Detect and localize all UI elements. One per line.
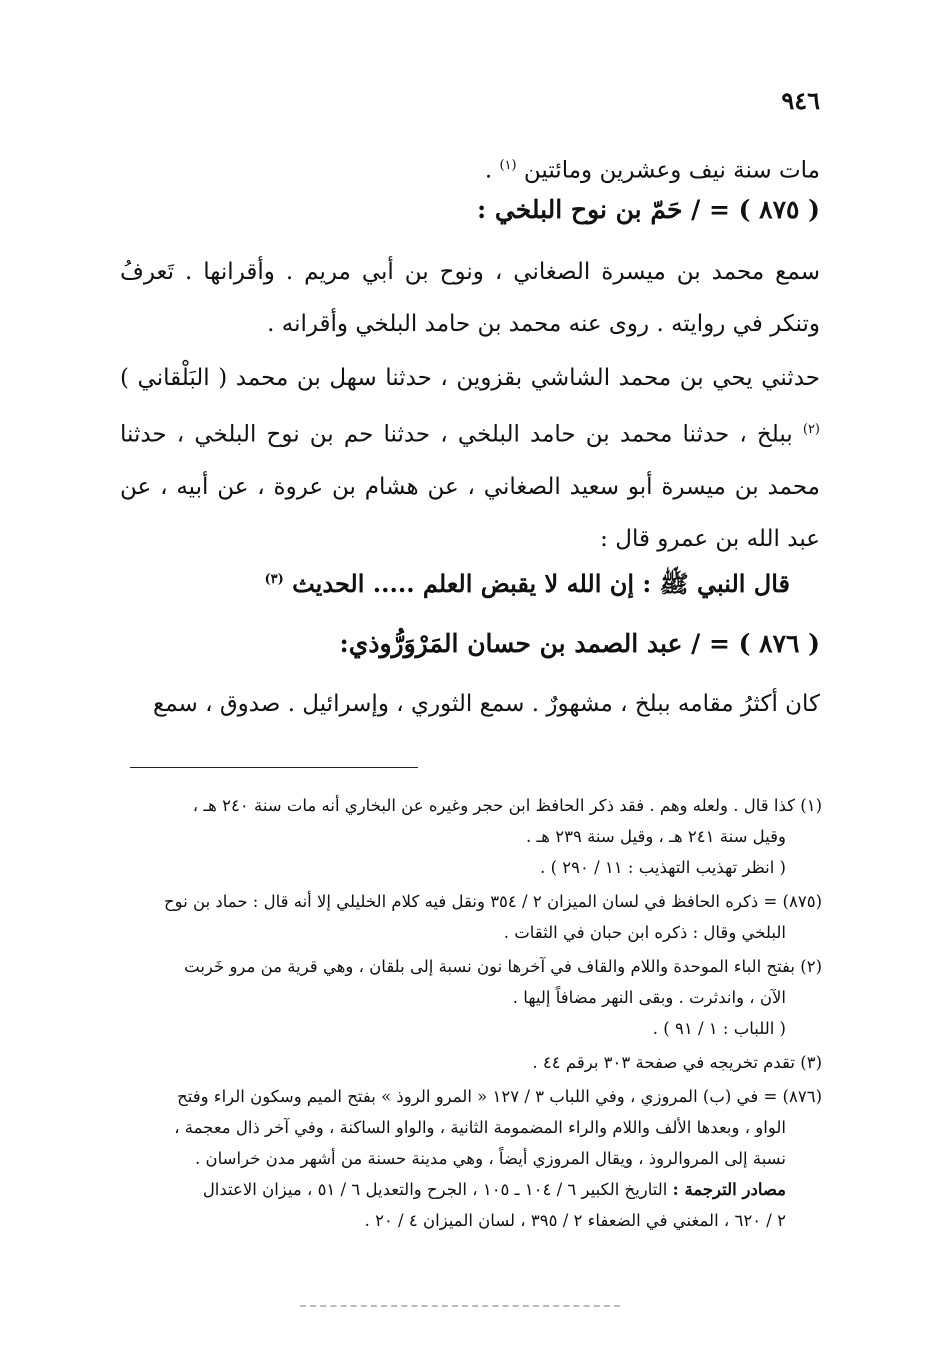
- footnote-line: الآن ، واندثرت . وبقى النهر مضافاً إليها .: [512, 988, 786, 1007]
- footnote-2: [117, 951, 822, 1044]
- sources-line: [117, 1174, 822, 1205]
- hadith-text: قال النبي ﷺ : إن الله لا يقبض العلم ..... الحديث: [292, 569, 790, 598]
- sources-text: التاريخ الكبير ٦ / ١٠٤ ـ ١٠٥ ، الجرح والتعديل ٦ / ٥١ ، ميزان الاعتدال: [202, 1180, 668, 1199]
- footnote-number: (٨٧٦): [782, 1087, 822, 1106]
- footnote-3: [117, 1047, 822, 1078]
- footnote-divider: [130, 767, 418, 768]
- footnote-ref-2: (٢): [802, 422, 820, 437]
- page-number: ٩٤٦: [781, 86, 820, 115]
- hadith-line: [120, 560, 790, 604]
- footnote-line: نسبة إلى المروالروذ ، ويقال المروزي أيضاً ، وهي مدينة حسنة من أشهر مدن خراسان .: [195, 1149, 786, 1168]
- footnote-line: = في (ب) المروزي ، وفي اللباب ٣ / ١٢٧ « المرو الروذ » بفتح الميم وسكون الراء وفتح: [177, 1087, 778, 1106]
- entry-875-para-2-rest: ببلخ ، حدثنا محمد بن حامد البلخي ، حدثنا حم بن نوح البلخي ، حدثنا محمد بن ميسرة أبو سعيد الصغاني ، عن هشام بن عروة ، عن أبيه ، عن عبد الله بن عمرو قال :: [120, 421, 820, 552]
- sources-line: ٢ / ٦٢٠ ، المغني في الضعفاء ٢ / ٣٩٥ ، لسان الميزان ٤ / ٢٠ .: [364, 1211, 786, 1230]
- entry-876-heading: ( ٨٧٦ ) = / عبد الصمد بن حسان المَرْوَرُّوذي:: [339, 629, 820, 658]
- footnote-number: (٨٧٥): [782, 892, 822, 911]
- footnote-number: (١): [800, 796, 822, 815]
- footnote-line: بفتح الباء الموحدة واللام والقاف في آخرها نون نسبة إلى بلقان ، وهي قرية من مرو خَربت: [184, 957, 795, 976]
- footnote-line: ( اللباب : ١ / ٩١ ) .: [652, 1019, 786, 1038]
- footnote-number: (٢): [800, 957, 822, 976]
- footnote-1: [117, 790, 822, 883]
- footnote-line: الواو ، وبعدها الألف واللام والراء المضمومة الثانية ، والواو الساكنة ، وفي آخر ذال معجمة ،: [174, 1118, 786, 1137]
- footnote-ref-1: (١): [499, 158, 517, 173]
- footnote-line: البلخي وقال : ذكره ابن حبان في الثقات .: [503, 923, 786, 942]
- entry-875-para-2: [120, 352, 820, 565]
- entry-875-heading: ( ٨٧٥ ) = / حَمّ بن نوح البلخي :: [476, 195, 820, 224]
- footnote-line: كذا قال . ولعله وهم . فقد ذكر الحافظ ابن حجر وغيره عن البخاري أنه مات سنة ٢٤٠ هـ ،: [192, 796, 795, 815]
- footnote-line: وقيل سنة ٢٤١ هـ ، وقيل سنة ٢٣٩ هـ .: [525, 827, 786, 846]
- sources-label: مصادر الترجمة :: [672, 1180, 786, 1199]
- footnote-ref-3: (٣): [264, 572, 284, 587]
- entry-875-para-2-start: حدثني يحي بن محمد الشاشي بقزوين ، حدثنا سهل بن محمد ( البَلْقاني ): [120, 365, 820, 391]
- intro-text: مات سنة نيف وعشرين ومائتين: [523, 157, 820, 184]
- footnote-line: = ذكره الحافظ في لسان الميزان ٢ / ٣٥٤ ونقل فيه كلام الخليلي إلا أنه قال : حماد بن نوح: [164, 892, 778, 911]
- footnote-876: [117, 1081, 822, 1236]
- footnote-line: تقدم تخريجه في صفحة ٣٠٣ برقم ٤٤ .: [532, 1053, 795, 1072]
- intro-tail: .: [484, 157, 493, 184]
- scan-artifact: [300, 1305, 620, 1311]
- footnote-875: [117, 886, 822, 948]
- entry-876-para-1: كان أكثرُ مقامه ببلخ ، مشهورٌ . سمع الثوري ، وإسرائيل . صدوق ، سمع: [152, 691, 820, 717]
- footnotes: [117, 790, 822, 1239]
- entry-875-para-1: سمع محمد بن ميسرة الصغاني ، ونوح بن أبي مريم . وأقرانها . تَعرفُ وتنكر في روايته . روى عنه محمد بن حامد البلخي وأقرانه .: [120, 259, 820, 337]
- intro-line: [120, 146, 820, 191]
- footnote-number: (٣): [800, 1053, 822, 1072]
- footnote-line: ( انظر تهذيب التهذيب : ١١ / ٢٩٠ ) .: [540, 858, 786, 877]
